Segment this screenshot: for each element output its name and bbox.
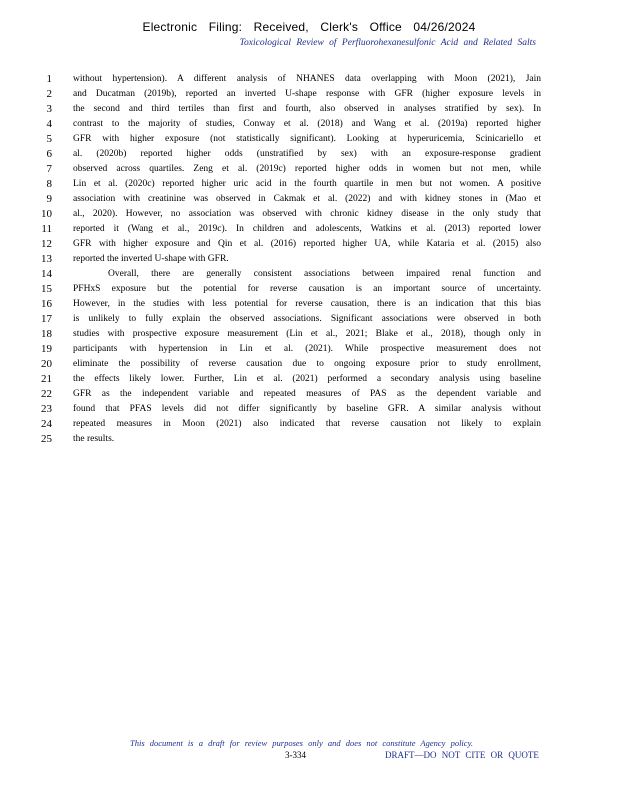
text-line [0,162,618,177]
text-line [0,357,618,372]
text-line [0,252,618,267]
line-text: GFR as the independent variable and repeated measures of PAS as the dependent variable and [73,389,541,399]
text-line [0,342,618,357]
line-number: 17 [41,313,52,325]
text-line [0,222,618,237]
text-line [0,387,618,402]
running-title: Toxicological Review of Perfluorohexanesulfonic Acid and Related Salts [239,38,536,48]
line-text: al. (2020b) reported higher odds (unstratified by sex) with an exposure-response gradient [73,149,541,159]
line-text: GFR with higher exposure (not statistically significant). Looking at hyperuricemia, Scinicariello et [73,134,541,144]
text-line [0,147,618,162]
line-text: is unlikely to fully explain the observed associations. Significant associations were observed in both [73,314,541,324]
text-line [0,327,618,342]
line-text: association with creatinine was observed in Cakmak et al. (2022) and with kidney stones in (Mao et [73,194,541,204]
line-number: 23 [41,403,52,415]
line-number: 4 [46,118,52,130]
page-number: 3-334 [285,750,306,760]
line-number: 13 [41,253,52,265]
line-text: Overall, there are generally consistent associations between impaired renal function and [108,269,541,279]
line-text: reported it (Wang et al., 2019c). In children and adolescents, Watkins et al. (2013) reported lower [73,224,541,234]
line-number: 11 [41,223,52,235]
text-line [0,237,618,252]
line-number: 22 [41,388,52,400]
line-number: 8 [46,178,52,190]
text-line [0,207,618,222]
text-line [0,297,618,312]
text-line [0,72,618,87]
line-text: participants with hypertension in Lin et al. (2021). While prospective measurement does not [73,344,541,354]
line-number: 2 [46,88,52,100]
line-number: 24 [41,418,52,430]
text-line [0,102,618,117]
line-number: 10 [41,208,52,220]
line-text: the second and third tertiles than first and fourth, also observed in analyses stratified by sex). In [73,104,541,114]
text-line [0,87,618,102]
text-line [0,372,618,387]
line-number: 15 [41,283,52,295]
text-line [0,432,618,447]
line-number: 25 [41,433,52,445]
text-line [0,402,618,417]
line-text: eliminate the possibility of reverse causation due to ongoing exposure prior to study enrollment, [73,359,541,369]
line-text: studies with prospective exposure measurement (Lin et al., 2021; Blake et al., 2018), though only in [73,329,541,339]
line-text: without hypertension). A different analysis of NHANES data overlapping with Moon (2021), Jain [73,74,541,84]
text-line [0,192,618,207]
line-text: and Ducatman (2019b), reported an inverted U-shape response with GFR (higher exposure levels in [73,89,541,99]
line-text: reported the inverted U-shape with GFR. [73,254,229,264]
line-number: 1 [46,73,52,85]
line-number: 12 [41,238,52,250]
draft-disclaimer: This document is a draft for review purposes only and does not constitute Agency policy. [129,738,473,748]
line-text: observed across quartiles. Zeng et al. (2019c) reported higher odds in women but not men, while [73,164,541,174]
line-text: contrast to the majority of studies, Conway et al. (2018) and Wang et al. (2019a) reported higher [73,119,541,129]
line-number: 7 [46,163,52,175]
line-number: 18 [41,328,52,340]
text-line [0,177,618,192]
line-text: al., 2020). However, no association was observed with chronic kidney disease in the only study that [73,209,541,219]
line-number: 5 [46,133,52,145]
line-number: 6 [46,148,52,160]
text-line [0,417,618,432]
line-text: PFHxS exposure but the potential for reverse causation is an important source of uncertainty. [73,284,541,294]
text-line [0,312,618,327]
line-number: 3 [46,103,52,115]
line-text: However, in the studies with less potential for reverse causation, there is an indication that this bias [73,299,541,309]
line-text: found that PFAS levels did not differ significantly by baseline GFR. A similar analysis without [73,404,541,414]
filing-stamp: Electronic Filing: Received, Clerk's Office 04/26/2024 [142,20,476,34]
line-text: the results. [73,434,115,444]
line-number: 21 [41,373,52,385]
text-line [0,267,618,282]
line-text: the effects likely lower. Further, Lin et al. (2021) performed a secondary analysis using baseline [73,374,541,384]
line-number: 9 [46,193,52,205]
text-line [0,282,618,297]
text-line [0,117,618,132]
line-number: 16 [41,298,52,310]
line-text: repeated measures in Moon (2021) also indicated that reverse causation not likely to explain [73,419,541,429]
line-number: 14 [41,268,52,280]
draft-notice: DRAFT—DO NOT CITE OR QUOTE [385,750,539,760]
text-line [0,132,618,147]
line-number: 19 [41,343,52,355]
line-text: Lin et al. (2020c) reported higher uric acid in the fourth quartile in men but not women. A positive [73,179,541,189]
line-number: 20 [41,358,52,370]
line-text: GFR with higher exposure and Qin et al. (2016) reported higher UA, while Kataria et al. (2015) also [73,239,541,249]
